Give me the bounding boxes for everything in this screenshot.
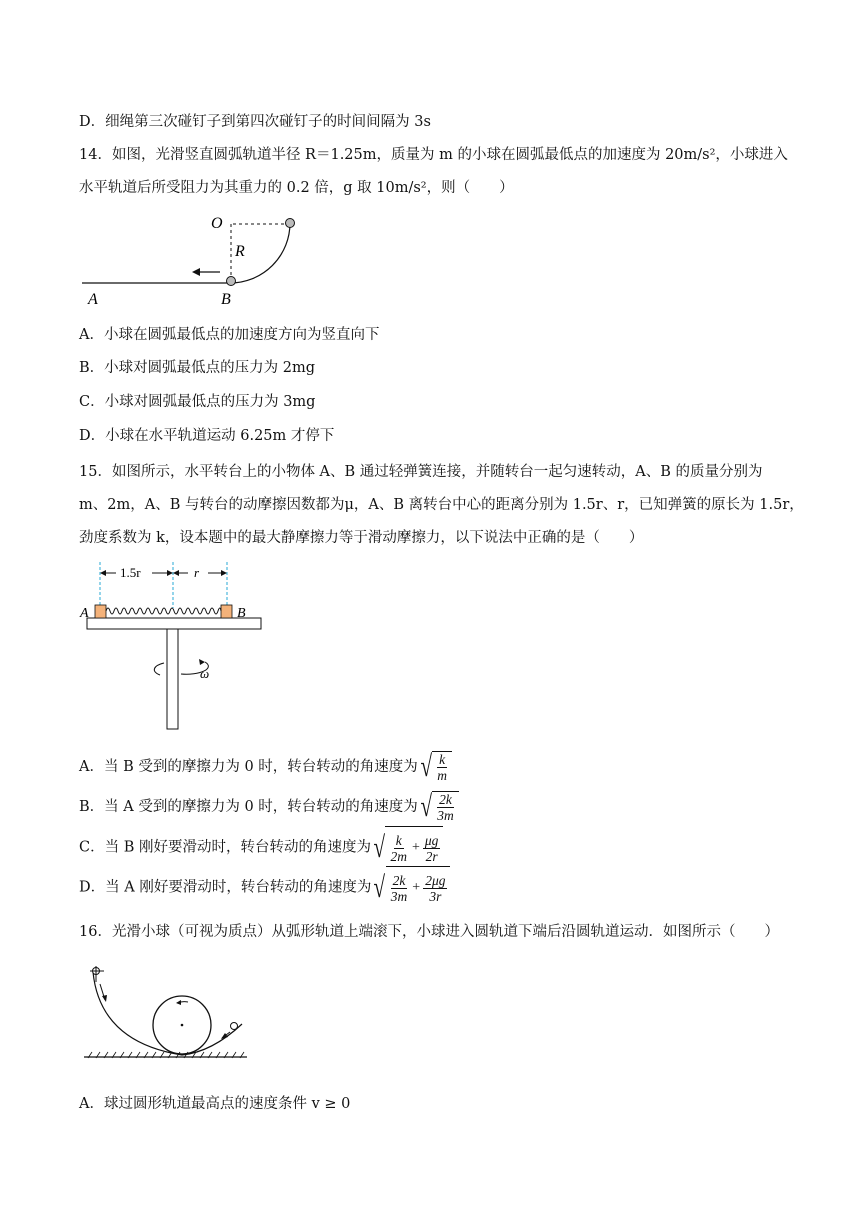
q15-stem-line2: m、2m，A、B 与转台的动摩擦因数都为μ，A、B 离转台中心的距离分别为 1.5r、r，已知弹簧的原长为 1.5r， [79,497,804,513]
q15-option-d [79,866,450,909]
q14-option-b: B．小球对圆弧最低点的压力为 2mg [79,360,316,376]
q15-option-d-text: D．当 A 刚好要滑动时，转台转动的角速度为 [79,879,372,896]
q15-label-a: A [80,606,89,621]
q16-figure [82,962,252,1072]
q13-option-d: D．细绳第三次碰钉子到第四次碰钉子的时间间隔为 3s [79,114,431,130]
q14-option-a: A．小球在圆弧最低点的加速度方向为竖直向下 [79,327,380,343]
q15-stem-line1: 15．如图所示，水平转台上的小物体 A、B 通过轻弹簧连接，并随转台一起匀速转动，A、B 的质量分别为 [79,464,763,480]
q14-option-c: C．小球对圆弧最低点的压力为 3mg [79,394,316,410]
q15-option-a-text: A．当 B 受到的摩擦力为 0 时，转台转动的角速度为 [79,759,418,775]
q15-option-a-sqrt: √ $\frac{k}{m}$ [418,751,452,783]
q15-option-c-text: C．当 B 刚好要滑动时，转台转动的角速度为 [79,839,371,856]
q15-label-b: B [237,606,246,621]
q15-dim-label-1: 1.5r [120,565,141,580]
q15-label-omega: ω [200,666,210,681]
q14-label-a: A [88,291,98,308]
q15-option-b-text: B．当 A 受到的摩擦力为 0 时，转台转动的角速度为 [79,799,418,815]
q16-stem-line1: 16．光滑小球（可视为质点）从弧形轨道上端滚下，小球进入圆轨道下端后沿圆轨道运动．如图所示（ ） [79,924,779,940]
q14-option-d: D．小球在水平轨道运动 6.25m 才停下 [79,428,335,444]
q15-option-b [79,786,459,828]
q15-option-c-sqrt: √ $\frac{k}{2m}$ + $\frac{\mu g}{2r}$ [371,826,443,869]
q15-stem-line3: 劲度系数为 k，设本题中的最大静摩擦力等于滑动摩擦力，以下说法中正确的是（ ） [79,530,644,546]
q15-dim-label-2: r [194,565,200,580]
q14-label-o: O [211,215,223,232]
q14-label-r: R [235,243,245,260]
q14-stem-line1: 14．如图，光滑竖直圆弧轨道半径 R＝1.25m，质量为 m 的小球在圆弧最低点的加速度为 20m/s²，小球进入 [79,147,788,163]
q14-figure [80,208,310,308]
q15-option-c [79,826,443,869]
q15-option-d-sqrt: √ $\frac{2k}{3m}$ + $\frac{2\mu g}{3r}$ [371,866,450,909]
q15-figure [78,558,268,733]
q16-option-a: A．球过圆形轨道最高点的速度条件 v ≥ 0 [79,1096,351,1112]
q14-stem-line2: 水平轨道后所受阻力为其重力的 0.2 倍，g 取 10m/s²，则（ ） [79,180,514,196]
q14-label-b: B [221,291,231,308]
q15-option-b-sqrt: √ $\frac{2k}{3m}$ [418,791,459,823]
q15-option-a [79,746,452,788]
